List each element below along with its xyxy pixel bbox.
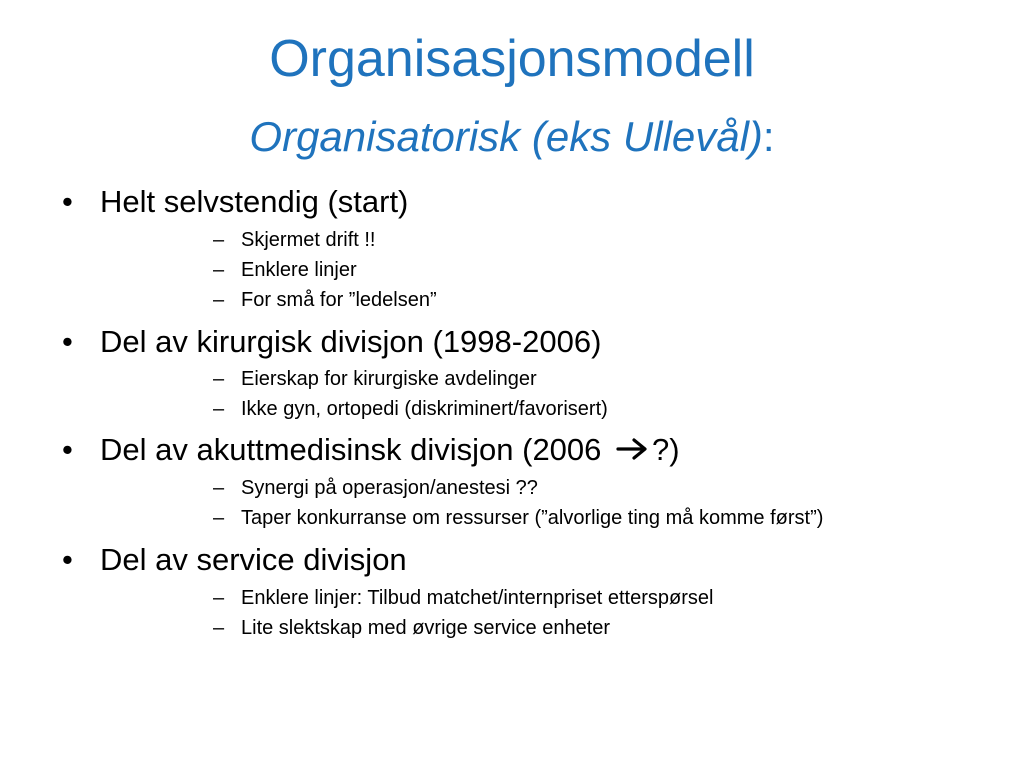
- sub-text: Ikke gyn, ortopedi (diskriminert/favorisert): [241, 398, 608, 420]
- sub-text: Enklere linjer: [241, 259, 357, 281]
- bullet-dot: •: [62, 184, 73, 219]
- sub-text: Synergi på operasjon/anestesi ??: [241, 477, 538, 499]
- bullet-text: Del av service divisjon: [100, 542, 407, 577]
- sub-dash: –: [213, 259, 225, 281]
- bullet-text: Del av kirurgisk divisjon (1998-2006): [100, 324, 602, 359]
- sub-dash: –: [213, 229, 225, 251]
- sub-text: Enklere linjer: Tilbud matchet/internpriset etterspørsel: [241, 587, 714, 609]
- sub-text: Skjermet drift !!: [241, 229, 376, 251]
- sub-text: For små for ”ledelsen”: [241, 289, 437, 311]
- bullet-text-before-arrow: Del av akuttmedisinsk divisjon (2006: [100, 432, 611, 467]
- sub-text: Eierskap for kirurgiske avdelinger: [241, 368, 537, 390]
- bullet-text-after-arrow: ?): [652, 432, 680, 467]
- sub-dash: –: [213, 368, 225, 390]
- bullet-dot: •: [62, 324, 73, 359]
- sub-dash: –: [213, 617, 225, 639]
- sub-text: Taper konkurranse om ressurser (”alvorlige ting må komme først”): [241, 507, 824, 529]
- sub-dash: –: [213, 507, 225, 529]
- bullet-text: [100, 430, 680, 470]
- subtitle-colon: :: [762, 113, 775, 160]
- sub-dash: –: [213, 398, 225, 420]
- sub-dash: –: [213, 289, 225, 311]
- slide-subtitle: [0, 104, 1024, 170]
- bullet-dot: •: [62, 432, 73, 467]
- slide-title: Organisasjonsmodell: [269, 30, 755, 88]
- bullet-dot: •: [62, 542, 73, 577]
- subtitle-italic-text: Organisatorisk (eks Ullevål): [249, 113, 763, 160]
- sub-text: Lite slektskap med øvrige service enheter: [241, 617, 611, 639]
- bullet-text: Helt selvstendig (start): [100, 184, 409, 219]
- sub-dash: –: [213, 587, 225, 609]
- right-arrow-icon: [616, 437, 650, 461]
- sub-dash: –: [213, 477, 225, 499]
